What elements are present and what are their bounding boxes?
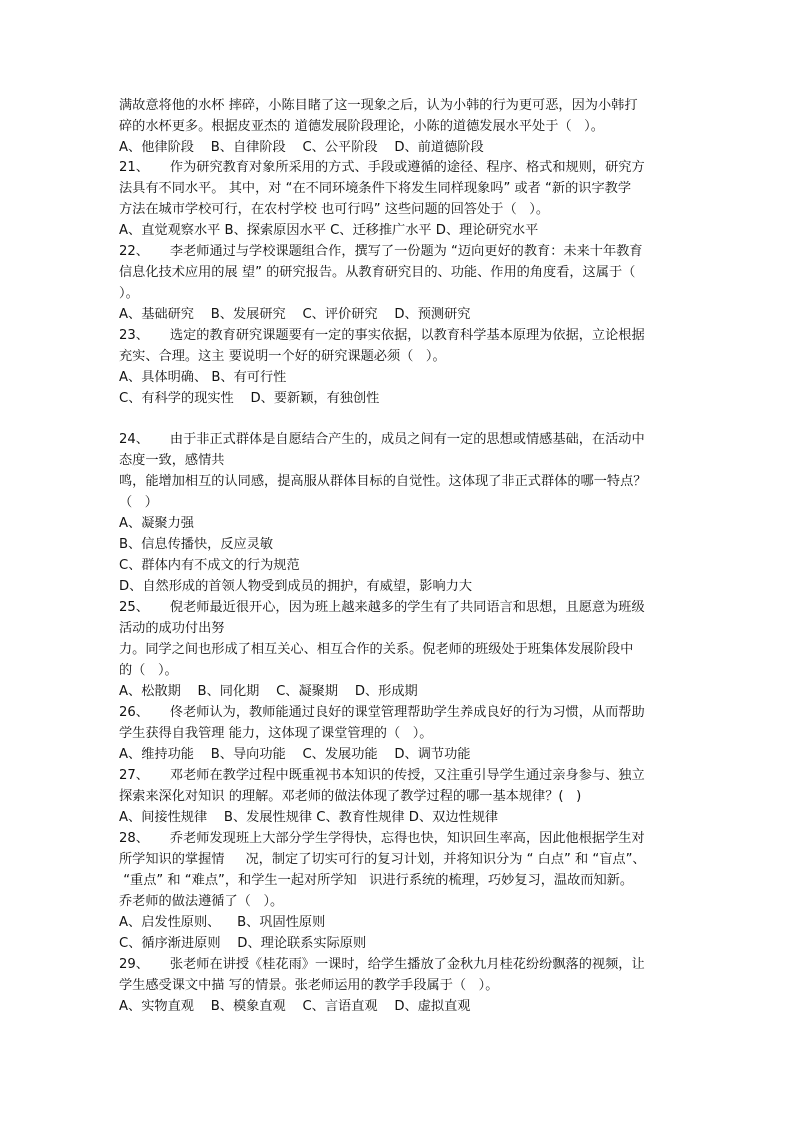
text-line: 信息化技术应用的展 望” 的研究报告。从教育研究目的、功能、作用的角度看，这属于（ [119, 265, 636, 280]
option-line: A、启发性原则、 B、巩固性原则 [119, 915, 326, 930]
question-28: 28、 乔老师发现班上大部分学生学得快，忘得也快，知识回生率高，因此他根据学生对 [119, 831, 645, 846]
option-line: A、具体明确、 B、有可行性 [119, 370, 287, 385]
text-line: 鸣，能增加相互的认同感，提高服从群体目标的自觉性。这体现了非正式群体的哪一特点？ [119, 474, 647, 489]
text-line: ）。 [119, 286, 139, 301]
option-line: C、循序渐进原则 D、理论联系实际原则 [119, 936, 367, 951]
option-line: B、信息传播快，反应灵敏 [119, 537, 274, 552]
option-line: A、间接性规律 B、发展性规律 C、教育性规律 D、双边性规律 [119, 810, 499, 825]
question-23: 23、 选定的教育研究课题要有一定的事实依据，以教育科学基本原理为依据，立论根据 [119, 328, 645, 343]
text-line: 态度一致，感情共 [119, 453, 225, 468]
option-line: A、维持功能 B、导向功能 C、发展功能 D、调节功能 [119, 747, 471, 762]
text-line: “重点” 和 “难点”，和学生一起对所学知 识进行系统的梳理，巧妙复习，温故而知新。 [119, 873, 634, 888]
question-21: 21、 作为研究教育对象所采用的方式、手段或遵循的途径、程序、格式和规则，研究方 [119, 160, 645, 175]
text-line: 法具有不同水平。 其中，对 “在不同环境条件下将发生同样现象吗” 或者 “新的识字教学 [119, 181, 632, 196]
question-22: 22、 李老师通过与学校课题组合作，撰写了一份题为 “迈向更好的教育：未来十年教育 [119, 244, 643, 259]
option-line: C、群体内有不成文的行为规范 [119, 558, 300, 573]
text-line: 碎的水杯更多。根据皮亚杰的 道德发展阶段理论，小陈的道德发展水平处于（ ）。 [119, 119, 604, 134]
text-line: 乔老师的做法遵循了（ ）。 [119, 894, 284, 909]
text-line: 学生获得自我管理 能力，这体现了课堂管理的（ ）。 [119, 726, 433, 741]
text-line: 满故意将他的水杯 摔碎，小陈目睹了这一现象之后，认为小韩的行为更可恶，因为小韩打 [119, 98, 638, 113]
option-line: A、他律阶段 B、自律阶段 C、公平阶段 D、前道德阶段 [119, 140, 484, 155]
question-25: 25、 倪老师最近很开心，因为班上越来越多的学生有了共同语言和思想，且愿意为班级 [119, 600, 645, 615]
text-line: 所学知识的掌握情 况，制定了切实可行的复习计划，并将知识分为 “ 白点” 和 “盲点”、 [119, 852, 646, 867]
question-29: 29、 张老师在讲授《桂花雨》一课时，给学生播放了金秋九月桂花纷纷飘落的视频，让 [119, 957, 645, 972]
option-line: D、自然形成的首领人物受到成员的拥护，有威望，影响力大 [119, 579, 473, 594]
text-line: 活动的成功付出努 [119, 621, 225, 636]
text-line: 方法在城市学校可行，在农村学校 也可行吗” 这些问题的回答处于（ ）。 [119, 202, 550, 217]
text-line: 的（ ）。 [119, 663, 178, 678]
option-line: A、凝聚力强 [119, 516, 194, 531]
text-line: 学生感受课文中描 写的情景。张老师运用的教学手段属于（ ）。 [119, 978, 499, 993]
text-line: （ ） [119, 495, 158, 510]
text-line: 力。同学之间也形成了相互关心、相互合作的关系。倪老师的班级处于班集体发展阶段中 [119, 642, 634, 657]
option-line: A、直觉观察水平 B、探索原因水平 C、迁移推广水平 D、理论研究水平 [119, 223, 539, 238]
question-27: 27、 邓老师在教学过程中既重视书本知识的传授，又注重引导学生通过亲身参与、独立 [119, 768, 645, 783]
text-line: 充实、合理。这主 要说明一个好的研究课题必须（ ）。 [119, 349, 446, 364]
option-line: A、实物直观 B、模象直观 C、言语直观 D、虚拟直观 [119, 999, 471, 1014]
option-line: A、基础研究 B、发展研究 C、评价研究 D、预测研究 [119, 307, 471, 322]
text-line: 探索来深化对知识 的理解。邓老师的做法体现了教学过程的哪一基本规律？( ) [119, 789, 582, 804]
option-line: A、松散期 B、同化期 C、凝聚期 D、形成期 [119, 684, 418, 699]
question-24: 24、 由于非正式群体是自愿结合产生的，成员之间有一定的思想或情感基础，在活动中 [119, 432, 645, 447]
question-26: 26、 佟老师认为，教师能通过良好的课堂管理帮助学生养成良好的行为习惯，从而帮助 [119, 705, 645, 720]
option-line: C、有科学的现实性 D、要新颖，有独创性 [119, 391, 380, 406]
